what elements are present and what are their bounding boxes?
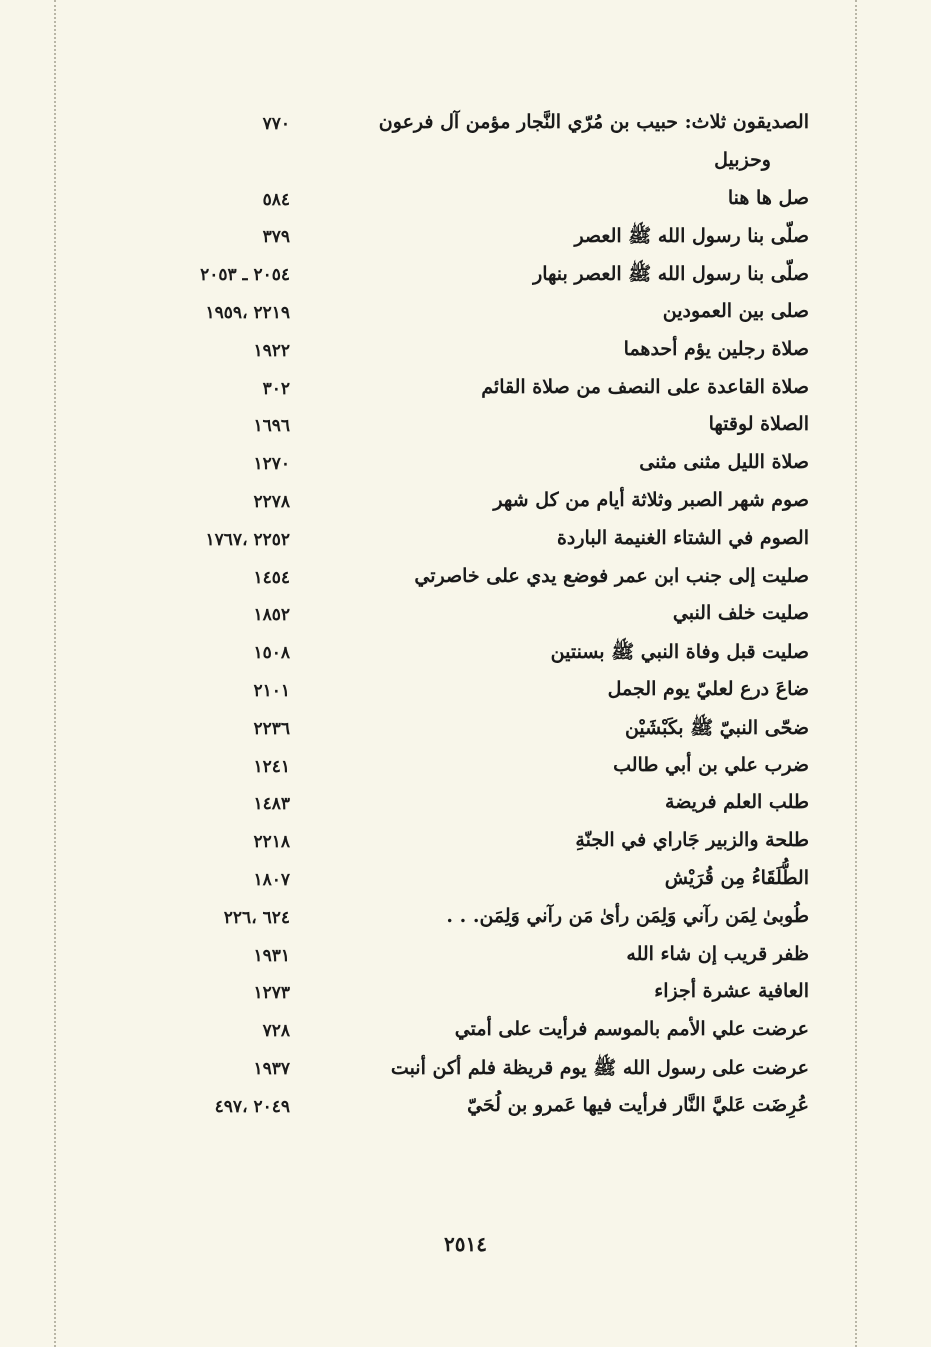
entry-page-reference: ٣٠٢ <box>262 378 290 399</box>
entry-page-reference: ١٤٨٣ <box>253 794 290 815</box>
index-entry <box>0 448 931 486</box>
index-entry <box>0 221 931 259</box>
entry-text: ظفر قريب إن شاء الله <box>626 942 809 965</box>
index-entry <box>0 713 931 751</box>
entry-page-reference: ٢٢٧٨ <box>253 491 290 512</box>
entry-page-reference: ١٥٠٨ <box>253 643 290 664</box>
entry-page-reference: ٢٠٤٩ ،٤٩٧ <box>214 1096 290 1117</box>
index-entry <box>0 1091 931 1129</box>
entry-page-reference: ٣٧٩ <box>262 227 290 248</box>
entry-text: الصديقون ثلاث: حبيب بن مُرّي النَّجار مؤمن آل فرعون <box>378 111 809 133</box>
index-entry-list <box>0 108 931 1129</box>
entry-page-reference: ١٢٤١ <box>253 756 290 777</box>
index-entry <box>0 751 931 789</box>
index-entry <box>0 940 931 978</box>
index-entry <box>0 373 931 411</box>
entry-page-reference: ٥٨٤ <box>262 189 290 210</box>
index-entry <box>0 524 931 562</box>
entry-page-reference: ٢٢٣٦ <box>253 718 290 739</box>
entry-page-reference: ٧٢٨ <box>262 1021 290 1042</box>
entry-page-reference: ٢٢١٨ <box>253 832 290 853</box>
entry-text: صليت إلى جنب ابن عمر فوضع يدي على خاصرتي <box>414 564 809 587</box>
entry-text: ضحّى النبيّ ﷺ بكَبْشَيْن <box>624 716 809 739</box>
entry-text: الصلاة لوقتها <box>708 413 809 436</box>
entry-page-reference: ٦٢٤ ،٢٢٦ <box>223 907 290 928</box>
entry-text: صليت خلف النبي <box>672 602 809 625</box>
index-entry <box>0 410 931 448</box>
entry-text: عرضت على رسول الله ﷺ يوم قريظة فلم أكن أنبت <box>390 1056 809 1079</box>
index-entry <box>0 259 931 297</box>
entry-text: صلاة رجلين يؤم أحدهما <box>623 337 809 360</box>
entry-page-reference: ١٩٣٧ <box>253 1058 290 1079</box>
entry-text: صل ها هنا <box>727 186 809 209</box>
entry-page-reference: ٧٧٠ <box>262 114 290 134</box>
index-entry <box>0 902 931 940</box>
index-entry <box>0 1053 931 1091</box>
entry-page-reference: ٢٢١٩ ،١٩٥٩ <box>205 302 290 323</box>
entry-page-reference: ٢٢٥٢ ،١٧٦٧ <box>205 529 290 550</box>
entry-text: طلحة والزبير جَاراي في الجنّةِ <box>575 829 809 852</box>
index-entry <box>0 788 931 826</box>
entry-text: عُرِضَت عَليَّ النَّار فرأيت فيها عَمرو بن لُحَيّ <box>467 1093 809 1116</box>
index-entry <box>0 486 931 524</box>
entry-text: طلب العلم فريضة <box>665 791 809 814</box>
index-entry <box>0 637 931 675</box>
entry-page-reference: ١٢٧٠ <box>253 454 290 475</box>
index-entry <box>0 335 931 373</box>
entry-text: طُوبىٰ لِمَن رآني وَلِمَن رأىٰ مَن رآني وَلِمَن. . . <box>446 904 809 927</box>
entry-text: ضرب علي بن أبي طالب <box>613 753 809 776</box>
index-entry <box>0 108 931 146</box>
index-entry <box>0 675 931 713</box>
entry-page-reference: ١٦٩٦ <box>253 416 290 437</box>
entry-text: الطُّلَقَاءُ مِن قُرَيْش <box>664 866 809 889</box>
entry-text: وحزبيل <box>714 148 771 171</box>
entry-text: صلى بين العمودين <box>662 299 809 322</box>
index-entry <box>0 297 931 335</box>
entry-page-reference: ١٩٣١ <box>253 945 290 966</box>
entry-text: ضاعَ درع لعليّ يوم الجمل <box>607 677 809 700</box>
entry-text: الصوم في الشتاء الغنيمة الباردة <box>556 526 809 549</box>
entry-text: صلّى بنا رسول الله ﷺ العصر <box>574 225 809 248</box>
entry-text: العافية عشرة أجزاء <box>654 980 809 1003</box>
entry-page-reference: ١٨٠٧ <box>253 869 290 890</box>
entry-page-reference: ١٨٥٢ <box>253 605 290 626</box>
entry-page-reference: ١٤٥٤ <box>253 567 290 588</box>
entry-text: عرضت علي الأمم بالموسم فرأيت على أمتي <box>454 1018 809 1041</box>
entry-page-reference: ٢١٠١ <box>253 680 290 701</box>
index-entry <box>0 562 931 600</box>
entry-text: صليت قبل وفاة النبي ﷺ بسنتين <box>550 641 809 664</box>
entry-text: صلاة القاعدة على النصف من صلاة القائم <box>481 375 809 398</box>
entry-page-reference: ٢٠٥٤ ـ ٢٠٥٣ <box>200 265 290 286</box>
entry-text: صلّى بنا رسول الله ﷺ العصر بنهار <box>533 263 809 286</box>
index-entry <box>0 146 931 184</box>
index-entry <box>0 1015 931 1053</box>
index-entry <box>0 826 931 864</box>
index-entry <box>0 864 931 902</box>
entry-text: صلاة الليل مثنى مثنى <box>639 451 809 474</box>
entry-text: صوم شهر الصبر وثلاثة أيام من كل شهر <box>493 488 809 511</box>
index-entry <box>0 184 931 222</box>
page-number: ٢٥١٤ <box>444 1232 487 1256</box>
entry-page-reference: ١٢٧٣ <box>253 983 290 1004</box>
index-entry <box>0 977 931 1015</box>
index-entry <box>0 599 931 637</box>
entry-page-reference: ١٩٢٢ <box>253 340 290 361</box>
